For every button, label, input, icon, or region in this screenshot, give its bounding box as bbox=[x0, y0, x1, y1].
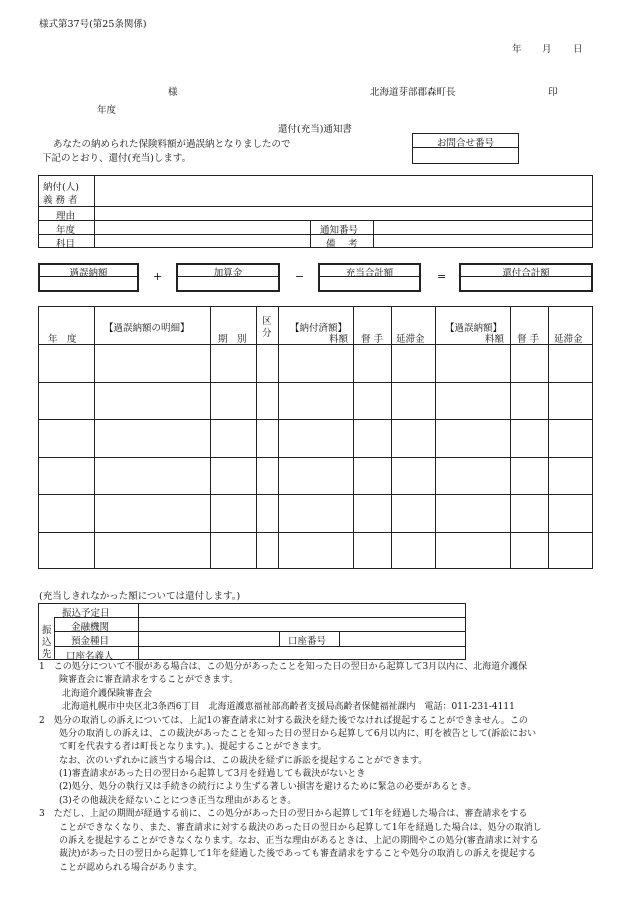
col-paid-amount: 料額 bbox=[329, 334, 349, 345]
info-col-divider-2 bbox=[310, 220, 311, 248]
note-line: 処分の取消しの訴えは、この裁決があったことを知った日の翌日から起算して6月以内に、町を被告として(訴訟におい bbox=[59, 729, 537, 739]
scheduled-date-label: 振込予定日 bbox=[62, 608, 110, 619]
note-line: (3)その他裁決を経ないことにつき正当な理由があるとき。 bbox=[59, 796, 297, 806]
notice-number-label: 通知番号 bbox=[320, 225, 359, 236]
remarks-label: 備 考 bbox=[326, 239, 358, 250]
payer-label-2: 義 務 者 bbox=[43, 195, 78, 206]
reason-label: 理由 bbox=[56, 211, 76, 222]
note-line: 1 この処分について不服がある場合は、この処分があったことを知った日の翌日から起算して3月以内に、北海道介護保 bbox=[39, 662, 528, 672]
transfer-note: (充当しきれなかった額については還付します。) bbox=[39, 591, 241, 602]
info-row-divider-2 bbox=[38, 220, 593, 221]
detail-row-divider bbox=[38, 494, 593, 495]
date-year: 年 bbox=[512, 44, 522, 55]
seal-mark: 印 bbox=[548, 87, 558, 98]
col-category: 区分 bbox=[262, 316, 272, 339]
detail-col-8 bbox=[510, 306, 511, 569]
note-line: 険審査会に審査請求をすることができます。 bbox=[59, 675, 239, 685]
document-title: 還付(充当)通知書 bbox=[278, 124, 352, 135]
plus-sign: + bbox=[153, 270, 163, 283]
col-paid-reminder: 督 手 bbox=[361, 334, 384, 345]
intro-line-1: あなたの納められた保険料額が過誤納となりましたので bbox=[53, 139, 291, 150]
bank-label: 金融機関 bbox=[71, 622, 110, 633]
intro-line-2: 下記のとおり、還付(充当)します。 bbox=[42, 153, 192, 164]
note-line: 北海道札幌市中央区北3条西6丁目 北海道護恵福祉部高齢者支援局高齢者保健福祉課内 電話：011-231-4111 bbox=[62, 702, 515, 712]
note-line: の訴えを提起することができなくなります。なお、正当な理由があるときは、上記の期間やこの処分(審査請求に対する bbox=[59, 836, 539, 846]
detail-col-1 bbox=[94, 306, 95, 569]
col-overpaid-amount: 料額 bbox=[485, 334, 505, 345]
col-overpaid-delinquent: 延滞金 bbox=[554, 334, 583, 345]
date-day: 日 bbox=[573, 44, 583, 55]
col-period: 期 別 bbox=[218, 334, 247, 345]
detail-row-divider bbox=[38, 457, 593, 458]
note-line: (1)審査請求があった日の翌日から起算して3月を経過しても裁決がないとき bbox=[59, 769, 366, 779]
transfer-row-divider-1 bbox=[54, 617, 466, 618]
account-type-label: 預金種目 bbox=[71, 636, 110, 647]
detail-col-3 bbox=[256, 306, 257, 569]
fiscal-year-label: 年度 bbox=[97, 105, 117, 116]
col-paid-delinquent: 延滞金 bbox=[396, 334, 425, 345]
addressee-suffix: 様 bbox=[168, 87, 178, 98]
year-label: 年度 bbox=[56, 225, 76, 236]
inquiry-label: お問合せ番号 bbox=[436, 138, 494, 149]
detail-row-divider bbox=[38, 419, 593, 420]
detail-header-divider bbox=[38, 344, 593, 345]
additional-label: 加算金 bbox=[213, 268, 243, 279]
transfer-side-divider bbox=[54, 617, 55, 660]
detail-col-7 bbox=[435, 306, 436, 569]
detail-col-6 bbox=[391, 306, 392, 569]
info-table bbox=[38, 175, 593, 248]
date-month: 月 bbox=[542, 44, 552, 55]
note-line: て町を代表する者は町長となります。)、提起することができます。 bbox=[59, 742, 327, 752]
minus-sign: − bbox=[295, 270, 305, 283]
overpaid-label: 過誤納額 bbox=[69, 268, 108, 279]
account-holder-label: 口座名義人 bbox=[66, 651, 114, 662]
col-year: 年 度 bbox=[48, 334, 77, 345]
side-label-2: 込 bbox=[42, 637, 52, 648]
detail-row-divider bbox=[38, 532, 593, 533]
side-label-1: 振 bbox=[42, 625, 52, 636]
note-line: 裁決)があった日の翌日から起算して1年を経過した後であっても審査請求をすることや処分の取消しの訴えを提起する bbox=[59, 849, 537, 859]
col-paid-header: 【納付済額】 bbox=[290, 323, 348, 334]
subject-label: 科目 bbox=[56, 239, 76, 250]
note-line: 3 ただし、上記の期間が経過する前に、この処分があった日の翌日から起算して1年を経過した場合は、審査請求をする bbox=[39, 809, 528, 819]
info-row-divider-3 bbox=[38, 234, 593, 235]
info-col-divider-3 bbox=[373, 220, 374, 248]
detail-col-2 bbox=[210, 306, 211, 569]
col-overpaid-header: 【過誤納額】 bbox=[445, 323, 503, 334]
note-line: なお、次のいずれかに該当する場合は、この裁決を経ずに訴訟を提起することができます。 bbox=[59, 756, 428, 766]
side-label-3: 先 bbox=[42, 649, 52, 660]
note-line: ことが認められる場合があります。 bbox=[59, 863, 203, 873]
note-line: ことができなくなり、また、審査請求に対する裁決のあった日の翌日から起算して1年を経過した場合は、処分の取消し bbox=[59, 823, 542, 833]
form-number: 様式第37号(第25条関係) bbox=[39, 19, 147, 30]
note-line: (2)処分、処分の執行又は手続きの続行により生ずる著しい損害を避けるために緊急の必要があるとき。 bbox=[59, 782, 477, 792]
detail-col-4 bbox=[278, 306, 279, 569]
issuer: 北海道芽部郡森町長 bbox=[370, 87, 456, 98]
transfer-row-divider-3 bbox=[54, 646, 466, 647]
transfer-col-divider-3 bbox=[339, 631, 340, 646]
detail-row-divider bbox=[38, 382, 593, 383]
note-line: 北海道介護保険審査会 bbox=[62, 689, 153, 699]
col-details: 【過誤納額の明細】 bbox=[104, 323, 190, 334]
equals-sign: = bbox=[437, 270, 447, 283]
info-row-divider-1 bbox=[38, 206, 593, 207]
info-col-divider bbox=[94, 175, 95, 248]
account-number-label: 口座番号 bbox=[288, 636, 327, 647]
detail-col-9 bbox=[548, 306, 549, 569]
col-overpaid-reminder: 督 手 bbox=[517, 334, 540, 345]
transfer-row-divider-2 bbox=[54, 631, 466, 632]
note-line: 2 処分の取消しの訴えについては、上記1の審査請求に対する裁決を経た後でなければ提起することができません。この bbox=[39, 716, 528, 726]
payer-label-1: 納付(人) bbox=[43, 182, 79, 193]
applied-total-label: 充当合計額 bbox=[345, 268, 394, 279]
transfer-col-divider-2 bbox=[279, 631, 280, 646]
detail-col-5 bbox=[353, 306, 354, 569]
refund-total-label: 還付合計額 bbox=[502, 268, 550, 279]
